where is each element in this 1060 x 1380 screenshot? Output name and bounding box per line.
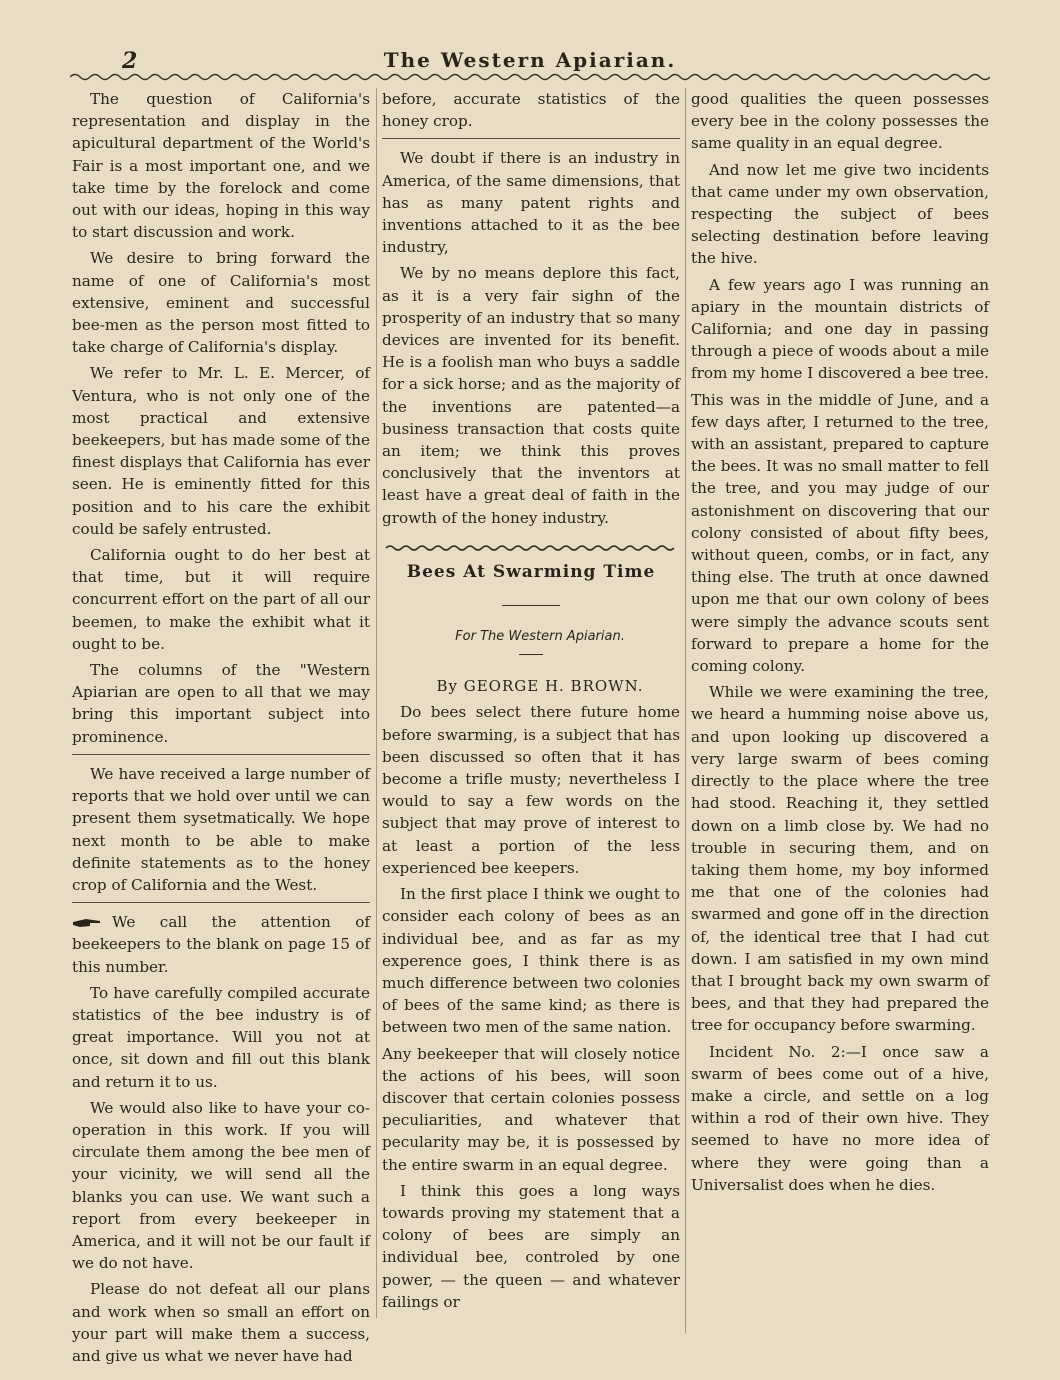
paragraph: We have received a large number of reports that we hold over until we can present them sysetmatically. We hope next month to be able to make definite statements as to the honey crop of California and the West. <box>72 764 370 894</box>
paragraph: We by no means deplore this fact, as it is a very fair sighn of the prosperity of an industry that so many devices are invented for its benefit. He is a foolish man who buys a saddle for a sick horse; and as the majority of the inventions are patented—a business transaction that costs quite an item; we think this proves conclusively that the inventors at least have a great deal of faith in the growth of the honey industry. <box>382 264 680 527</box>
column-divider <box>685 88 686 1333</box>
divider <box>72 754 370 755</box>
header-wavy-rule <box>70 72 990 82</box>
paragraph: before, accurate statistics of the honey crop. <box>382 90 680 131</box>
divider <box>72 902 370 903</box>
paragraph-text: We call the attention of beekeepers to the blank on page 15 of this number. <box>72 913 370 976</box>
paragraph: And now let me give two incidents that came under my own observation, respecting the subject of bees selecting destination before leaving the hive. <box>691 160 989 268</box>
paragraph: I think this goes a long ways towards proving my statement that a colony of bees are simply an individual bee, controled by one power, — the queen — and whatever failings or <box>382 1181 680 1311</box>
paragraph: This was in the middle of June, and a few days after, I returned to the tree, with an assistant, prepared to capture the bees. It was no small matter to fell the tree, and you may judge of our astonishment on discovering that our colony consisted of about fifty bees, without queen, combs, or in fact, any thing else. The truth at once dawned upon me that our own colony of bees were simply the advance scouts sent forward to prepare a home for the coming colony. <box>691 390 989 676</box>
paragraph: We desire to bring forward the name of one of California's most extensive, eminent and successful bee-men as the person most fitted to take charge of California's display. <box>72 249 370 357</box>
paragraph: We doubt if there is an industry in America, of the same dimensions, that has as many patent rights and inventions attached to it as the bee industry, <box>382 149 680 257</box>
paragraph: While we were examining the tree, we heard a humming noise above us, and upon looking up discovered a very large swarm of bees coming directly to the place where the tree had stood. Reaching it, they settled down on a limb close by. We had no trouble in securing them, and on taking them home, my boy informed me that one of the colonies had swarmed and gone off in the direction of, the identical tree that I had cut down. I am satisfied in my own mind that I brought back my own swarm of bees, and that they had prepared the tree for occupancy before swarming. <box>691 683 989 1035</box>
page-number: 2 <box>122 48 138 74</box>
paragraph: A few years ago I was running an apiary in the mountain districts of California; and one day in passing through a piece of woods about a mile from my home I discovered a bee tree. <box>691 275 989 383</box>
newspaper-title: The Western Apiarian. <box>383 48 677 72</box>
paragraph: The question of California's representation and display in the apicultural department of the World's Fair is a most important one, and we take time by the forelock and come out with our ideas, hoping in this way to start discussion and work. <box>72 90 370 242</box>
paragraph: Incident No. 2:—I once saw a swarm of bees come out of a hive, make a circle, and settle on a log within a rod of their own hive. They seemed to have no more idea of where they were going than a Universalist does when he dies. <box>691 1042 989 1194</box>
pointing-hand-icon <box>72 917 102 929</box>
paragraph: We refer to Mr. L. E. Mercer, of Ventura, who is not only one of the most practical and extensive beekeepers, but has made some of the finest displays that California has ever seen. He is eminently fitted for this position and to his care the exhibit could be safely entrusted. <box>72 364 370 538</box>
divider <box>519 654 543 655</box>
paragraph: We would also like to have your co-operation in this work. If you will circulate them among the bee men of your vicinity, we will send all the blanks you can use. We want such a report from every beekeeper in America, and it will not be our fault if we do not have. <box>72 1098 370 1273</box>
paragraph: Please do not defeat all our plans and work when so small an effort on your part will make them a success, and give us what we never have had <box>72 1280 370 1365</box>
column-2 <box>382 88 680 1317</box>
paragraph: Any beekeeper that will closely notice the actions of his bees, will soon discover that certain colonies possess peculiarities, and whatever that pecularity may be, it is possessed by the entire swarm in an equal degree. <box>382 1044 680 1174</box>
article-source-line: For The Western Apiarian. <box>455 629 625 645</box>
paragraph: To have carefully compiled accurate statistics of the bee industry is of great importance. Will you not at once, sit down and fill out this blank and return it to us. <box>72 983 370 1091</box>
column-1 <box>72 88 370 1371</box>
paragraph: California ought to do her best at that time, but it will require concurrent effort on the part of all our beemen, to make the exhibit what it ought to be. <box>72 546 370 653</box>
column-divider <box>376 88 377 1318</box>
article-title: Bees At Swarming Time <box>406 561 656 582</box>
divider <box>382 138 680 139</box>
article-byline: By GEORGE H. BROWN. <box>436 677 644 696</box>
paragraph: good qualities the queen possesses every bee in the colony possesses the same quality in an equal degree. <box>691 90 989 153</box>
paragraph-with-pointer <box>72 911 370 978</box>
paragraph: Do bees select there future home before swarming, is a subject that has been discussed so often that it has become a trifle musty; nevertheless I would to say a few words on the subject that may prove of interest to at least a portion of the less experienced bee keepers. <box>382 703 680 877</box>
paragraph: In the first place I think we ought to consider each colony of bees as an individual bee, and as far as my experence goes, I think there is as much difference between two colonies of bees of the same kind; as there is between two men of the same nation. <box>382 885 680 1037</box>
section-wavy-rule <box>382 543 678 553</box>
divider <box>502 605 560 606</box>
column-3 <box>691 88 989 1200</box>
paragraph: The columns of the "Western Apiarian are open to all that we may bring this important subject into prominence. <box>72 661 370 746</box>
